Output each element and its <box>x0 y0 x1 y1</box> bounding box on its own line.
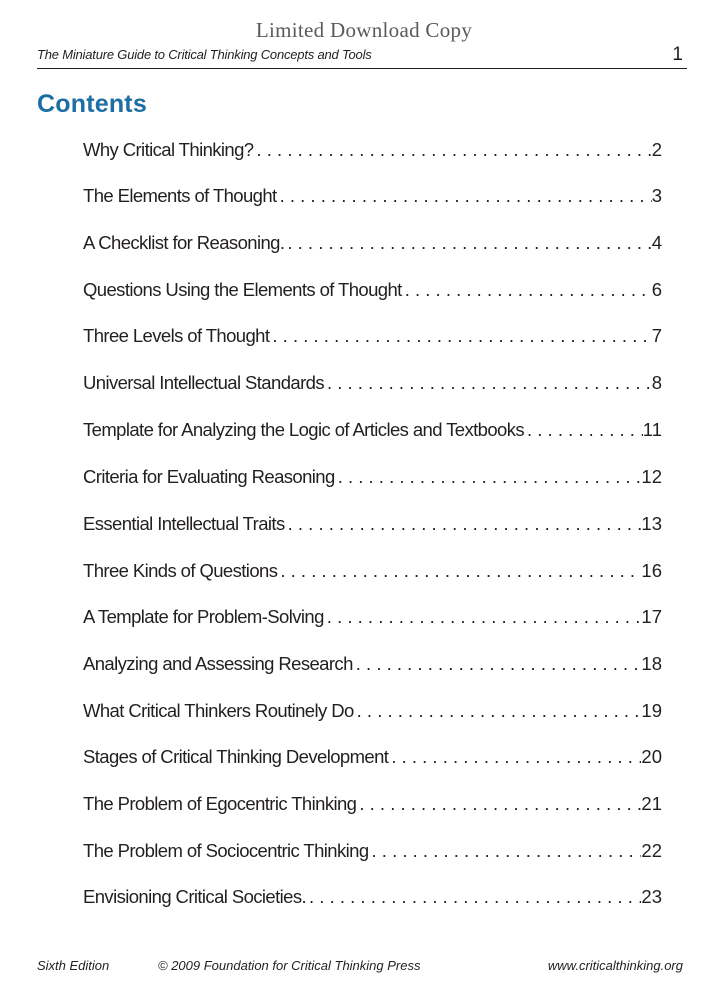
toc-dot-leader <box>353 653 642 675</box>
toc-entry[interactable] <box>83 793 662 821</box>
toc-entry-title: Questions Using the Elements of Thought <box>83 279 402 300</box>
toc-entry-title: What Critical Thinkers Routinely Do <box>83 700 354 721</box>
toc-dot-leader <box>354 700 642 722</box>
toc-entry-page: 22 <box>641 840 662 861</box>
toc-entry[interactable] <box>83 185 662 213</box>
toc-entry-title: The Problem of Sociocentric Thinking <box>83 840 369 861</box>
toc-entry-title: Criteria for Evaluating Reasoning <box>83 466 335 487</box>
toc-entry-page: 19 <box>641 700 662 721</box>
toc-entry-page: 21 <box>641 793 662 814</box>
toc-entry-page: 2 <box>651 139 662 160</box>
toc-entry[interactable] <box>83 653 662 681</box>
toc-dot-leader <box>402 279 652 301</box>
toc-entry-title: Universal Intellectual Standards <box>83 372 324 393</box>
contents-heading: Contents <box>37 90 147 118</box>
toc-entry-title: Essential Intellectual Traits <box>83 513 285 534</box>
toc-entry[interactable] <box>83 372 662 400</box>
toc-dot-leader <box>277 560 641 582</box>
toc-entry-page: 8 <box>651 372 662 393</box>
toc-dot-leader <box>285 513 642 535</box>
footer-edition: Sixth Edition <box>37 958 110 973</box>
toc-dot-leader <box>324 606 642 628</box>
toc-entry[interactable] <box>83 325 662 353</box>
toc-dot-leader <box>388 746 641 768</box>
footer-website-link[interactable]: www.criticalthinking.org <box>547 958 683 973</box>
toc-entry-page: 4 <box>651 232 662 253</box>
toc-entry-title: A Checklist for Reasoning. <box>83 232 285 253</box>
toc-entry-title: Template for Analyzing the Logic of Articles and Textbooks <box>83 419 524 440</box>
toc-dot-leader <box>324 372 652 394</box>
toc-entry-title: The Elements of Thought <box>83 185 277 206</box>
toc-entry-title: The Problem of Egocentric Thinking <box>83 793 357 814</box>
toc-entry-page: 6 <box>651 279 662 300</box>
toc-entry[interactable] <box>83 606 662 634</box>
toc-entry[interactable] <box>83 886 662 914</box>
running-header-title: The Miniature Guide to Critical Thinking Concepts and Tools <box>37 47 372 62</box>
toc-entry[interactable] <box>83 840 662 868</box>
toc-entry-title: A Template for Problem-Solving <box>83 606 324 627</box>
toc-entry-page: 17 <box>641 606 662 627</box>
toc-dot-leader <box>306 886 641 908</box>
toc-entry-title: Envisioning Critical Societies. <box>83 886 307 907</box>
toc-entry-page: 11 <box>642 419 662 440</box>
page-footer <box>37 958 687 980</box>
toc-entry[interactable] <box>83 419 662 447</box>
toc-entry[interactable] <box>83 513 662 541</box>
toc-dot-leader <box>524 419 643 441</box>
toc-entry-title: Three Levels of Thought <box>83 325 270 346</box>
toc-entry-title: Three Kinds of Questions <box>83 560 278 581</box>
toc-dot-leader <box>369 840 642 862</box>
toc-dot-leader <box>335 466 642 488</box>
toc-entry[interactable] <box>83 700 662 728</box>
footer-copyright: © 2009 Foundation for Critical Thinking Press <box>158 958 421 973</box>
toc-entry-page: 3 <box>651 185 662 206</box>
toc-entry[interactable] <box>83 139 662 167</box>
toc-dot-leader <box>356 793 641 815</box>
toc-dot-leader <box>254 139 652 161</box>
toc-entry[interactable] <box>83 232 662 260</box>
toc-entry-title: Why Critical Thinking? <box>83 139 254 160</box>
watermark-text: Limited Download Copy <box>255 18 473 42</box>
toc-entry-page: 16 <box>641 560 662 581</box>
toc-entry[interactable] <box>83 560 662 588</box>
toc-entry-page: 12 <box>641 466 662 487</box>
toc-entry[interactable] <box>83 746 662 774</box>
toc-dot-leader <box>269 325 651 347</box>
page-number: 1 <box>672 44 683 65</box>
toc-entry-page: 18 <box>641 653 662 674</box>
toc-entry-title: Analyzing and Assessing Research <box>83 653 353 674</box>
toc-entry-page: 20 <box>641 746 662 767</box>
toc-entry-title: Stages of Critical Thinking Development <box>83 746 389 767</box>
toc-entry-page: 7 <box>651 325 662 346</box>
toc-entry[interactable] <box>83 466 662 494</box>
toc-entry-page: 23 <box>641 886 662 907</box>
toc-dot-leader <box>277 185 652 207</box>
toc-entry[interactable] <box>83 279 662 307</box>
toc-entry-page: 13 <box>641 513 662 534</box>
toc-dot-leader <box>284 232 651 254</box>
